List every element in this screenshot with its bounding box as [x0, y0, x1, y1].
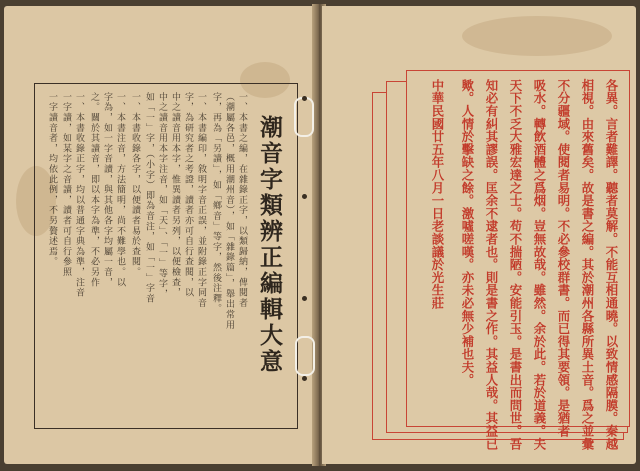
text-column: 字，再為「另讀」，如「鄉音」等字，然後注釋。	[211, 92, 221, 315]
text-column: （潮屬各邑，概用潮州音），如「雜錄篇」，舉出常用	[224, 92, 234, 331]
text-column: 中之讀音用本字，惟異讀者另列，以便檢查，	[170, 92, 180, 298]
binding-hole	[302, 296, 307, 301]
red-text-column: 歟。人情於擊缺之餘。激噓嗟嘆。亦未必無少補也夫。	[460, 79, 475, 387]
text-column: 字，為研究者之考證，讀者亦可自行查閱，以	[183, 92, 193, 298]
paper-stain	[462, 16, 612, 56]
red-text-column: 吸水。轉飲酒體之爲烟。豈無故哉。雖然。余於此。若於道義。夫	[532, 79, 547, 451]
text-column: 如「一」字，（小字）即為音注，如「一」字音	[144, 92, 154, 304]
binding-hole	[302, 376, 307, 381]
text-column: 中之讀音用本字注音，如「天」、「一」等字，	[157, 92, 167, 300]
text-column: 字為，如一字音讀，與其他各字均屬一音，	[102, 92, 112, 288]
red-text-column: 中華民國廿五年八月一日老談議於光生莊	[430, 79, 445, 310]
red-text-column: 各異。言者難譯。聽者莫解。不能互相通曉。以致情感隔膜。秦越	[604, 79, 619, 451]
text-column: 一、本書編印，敘明字音正誤，並附錄正字同音	[196, 92, 206, 309]
text-frame	[34, 83, 298, 429]
text-column: 一字讀音者，均依此例，不另贅述焉。	[47, 92, 57, 268]
binding-string	[295, 336, 315, 376]
text-column: 一、本書之編，在雜錄正字，以類歸納，俾閱者	[237, 92, 247, 309]
red-text-column: 知必有糾其謬誤。匡余不逮者也。則是書之作。其益人哉。其益已	[484, 79, 499, 451]
red-text-column: 不分疆域。使閱者易明。不必參校群書。而已得其要領。是猶者	[556, 79, 571, 438]
binding-hole	[302, 96, 307, 101]
red-text-column: 相視。由來舊矣。故是書之編。其於潮州各縣所異土音。爲之並彙	[580, 79, 595, 451]
text-column: 之。關於其讀音，即以本字為準，不必另作	[89, 92, 99, 288]
text-column: 一、本書收錄各字，以便讀者易於查閱。	[130, 92, 140, 278]
text-column: 一字讀，如某字之音讀，讀者可自行參照	[61, 92, 71, 278]
binding-hole	[302, 194, 307, 199]
left-page	[4, 6, 316, 464]
right-page	[322, 6, 636, 464]
page-title: 潮音字類辨正編輯大意	[256, 115, 283, 375]
red-text-column: 天下不乏大雅宏達之士。苟不揣陋。安能引玉。是書出而問世。吾	[508, 79, 523, 451]
text-column: 一、本書收錄正字，均以普通字典為準，注音	[74, 92, 84, 298]
binding-string	[294, 97, 314, 137]
text-column: 一、本書注音，方法簡明，尚不難學也。以	[115, 92, 125, 288]
